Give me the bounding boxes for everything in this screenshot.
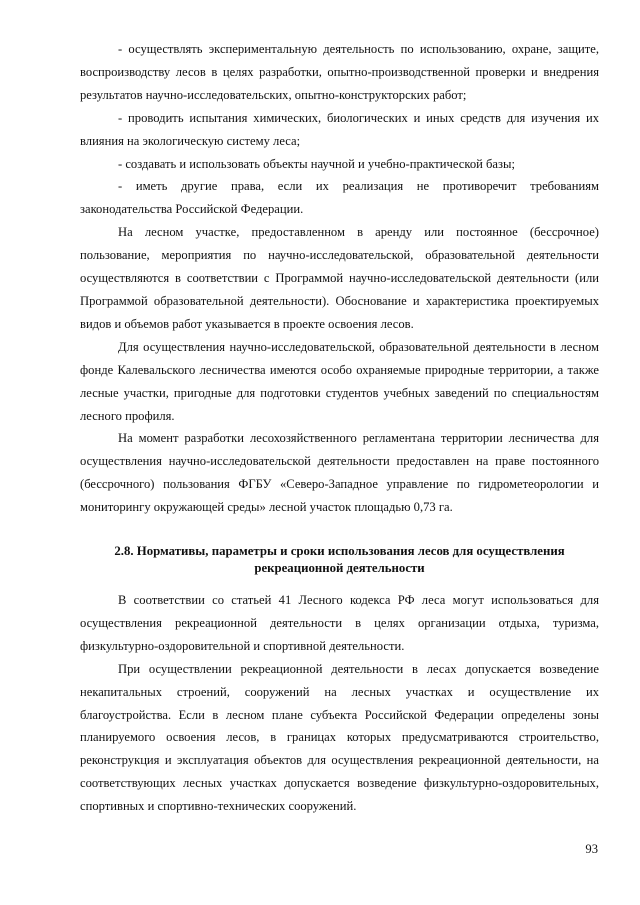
paragraph-fgbu-plot: На момент разработки лесохозяйственного регламентана территории лесничества для осуществления научно-исследовательской деятельности предоставлен на праве постоянного (бессрочного) пользования ФГБУ «Северо-Западное управление по гидрометеорологии и мониторингу окружающей среды» лесной участок площадью 0,73 га. (80, 431, 599, 515)
paragraph-other-rights: - иметь другие права, если их реализация не противоречит требованиям законодательства Российской Федерации. (80, 179, 599, 217)
section-heading-line-1: 2.8. Нормативы, параметры и сроки использования лесов для осуществления (114, 544, 565, 559)
paragraph-lease-plot: На лесном участке, предоставленном в аренду или постоянное (бессрочное) пользование, мероприятия по научно-исследовательской, образовательной деятельности осуществляются в соответствии с Программой научно-исследовательской деятельности (или Программой образовательной деятельности). Обоснование и характеристика проектируемых видов и объемов работ указывается в проекте освоения лесов. (80, 225, 599, 331)
page-number: 93 (585, 842, 598, 856)
page-body (80, 38, 599, 818)
paragraph-recreational-structures: При осуществлении рекреационной деятельности в лесах допускается возведение некапитальных строений, сооружений на лесных участках и осуществление их благоустройства. Если в лесном плане субъекта Российской Федерации определены зоны планируемого освоения лесов, в границах которых предусматриваются строительство, реконструкция и эксплуатация объектов для осуществления рекреационной деятельности, на соответствующих лесных участках допускается возведение физкультурно-оздоровительных, спортивных и спортивно-технических сооружений. (80, 661, 599, 814)
section-heading (80, 543, 599, 577)
section-heading-line-2: рекреационной деятельности (254, 561, 425, 576)
paragraph-testing: - проводить испытания химических, биологических и иных средств для изучения их влияния на экологическую систему леса; (80, 110, 599, 148)
paragraph-research-activity: - осуществлять экспериментальную деятельность по использованию, охране, защите, воспроизводству лесов в целях разработки, опытно-производственной проверки и внедрения результатов научно-исследовательских, опытно-конструкторских работ; (80, 42, 599, 102)
paragraph-create-objects: - создавать и использовать объекты научной и учебно-практической базы; (118, 156, 515, 171)
paragraph-kalevala-forestry: Для осуществления научно-исследовательской, образовательной деятельности в лесном фонде Калевальского лесничества имеются особо охраняемые природные территории, а также лесные участки, пригодные для подготовки студентов учебных заведений по специальностям лесного профиля. (80, 339, 599, 423)
paragraph-article-41: В соответствии со статьей 41 Лесного кодекса РФ леса могут использоваться для осуществления рекреационной деятельности в целях организации отдыха, туризма, физкультурно-оздоровительной и спортивной деятельности. (80, 593, 599, 653)
